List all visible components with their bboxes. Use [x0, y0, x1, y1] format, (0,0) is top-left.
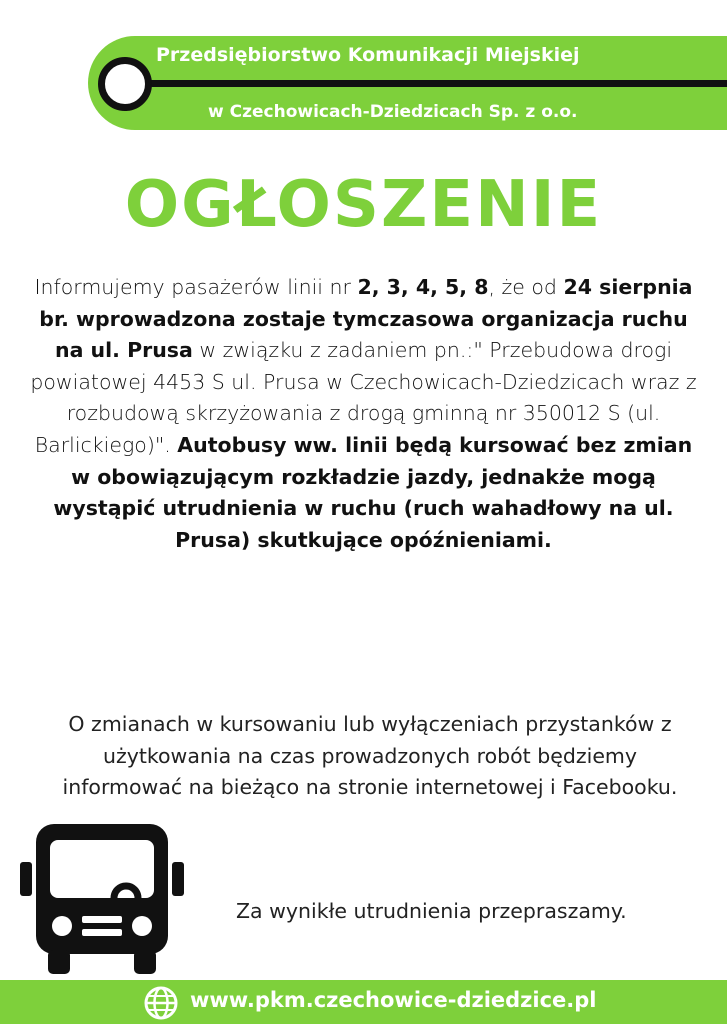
bus-icon — [18, 822, 186, 976]
page-title: OGŁOSZENIE — [124, 168, 603, 242]
announcement-date-bold: 24 sierpnia br. wprowadzona zostaje tymczasowa organizacja ruchu na ul. Prusa — [39, 275, 693, 363]
globe-icon — [143, 985, 179, 1021]
announcement-project: w związku z zadaniem pn.:" Przebudowa drogi powiatowej 4453 S ul. Prusa w Czechowicach-Dziedzicach wraz z rozbudową skrzyżowania z drogą gminną nr 350012 S (ul. Barlickiego)". — [30, 338, 697, 457]
announcement-buses-bold: Autobusy ww. linii będą kursować bez zmian w obowiązującym rozkładzie jazdy, jednakże mogą wystąpić utrudnienia w ruchu (ruch wahadłowy na ul. Prusa) skutkujące opóźnieniami. — [53, 432, 693, 552]
affected-lines: 2, 3, 4, 5, 8 — [357, 275, 489, 299]
company-name-line2: w Czechowicach-Dziedzicach Sp. z o.o. — [208, 102, 578, 122]
apology-text: Za wynikłe utrudnienia przepraszamy. — [236, 899, 627, 923]
announcement-intro-end: , że od — [488, 275, 557, 299]
announcement-text — [28, 272, 699, 556]
header-line — [108, 80, 727, 87]
header-circle-icon — [98, 57, 152, 111]
announcement-intro: Informujemy pasażerów linii nr — [34, 275, 358, 299]
info-text: O zmianach w kursowaniu lub wyłączeniach przystanków z użytkowania na czas prowadzonych robót będziemy informować na bieżąco na stronie internetowej i Facebooku. — [62, 712, 678, 800]
company-name-line1: Przedsiębiorstwo Komunikacji Miejskiej — [156, 44, 580, 66]
website-link[interactable]: www.pkm.czechowice-dziedzice.pl — [190, 988, 597, 1012]
